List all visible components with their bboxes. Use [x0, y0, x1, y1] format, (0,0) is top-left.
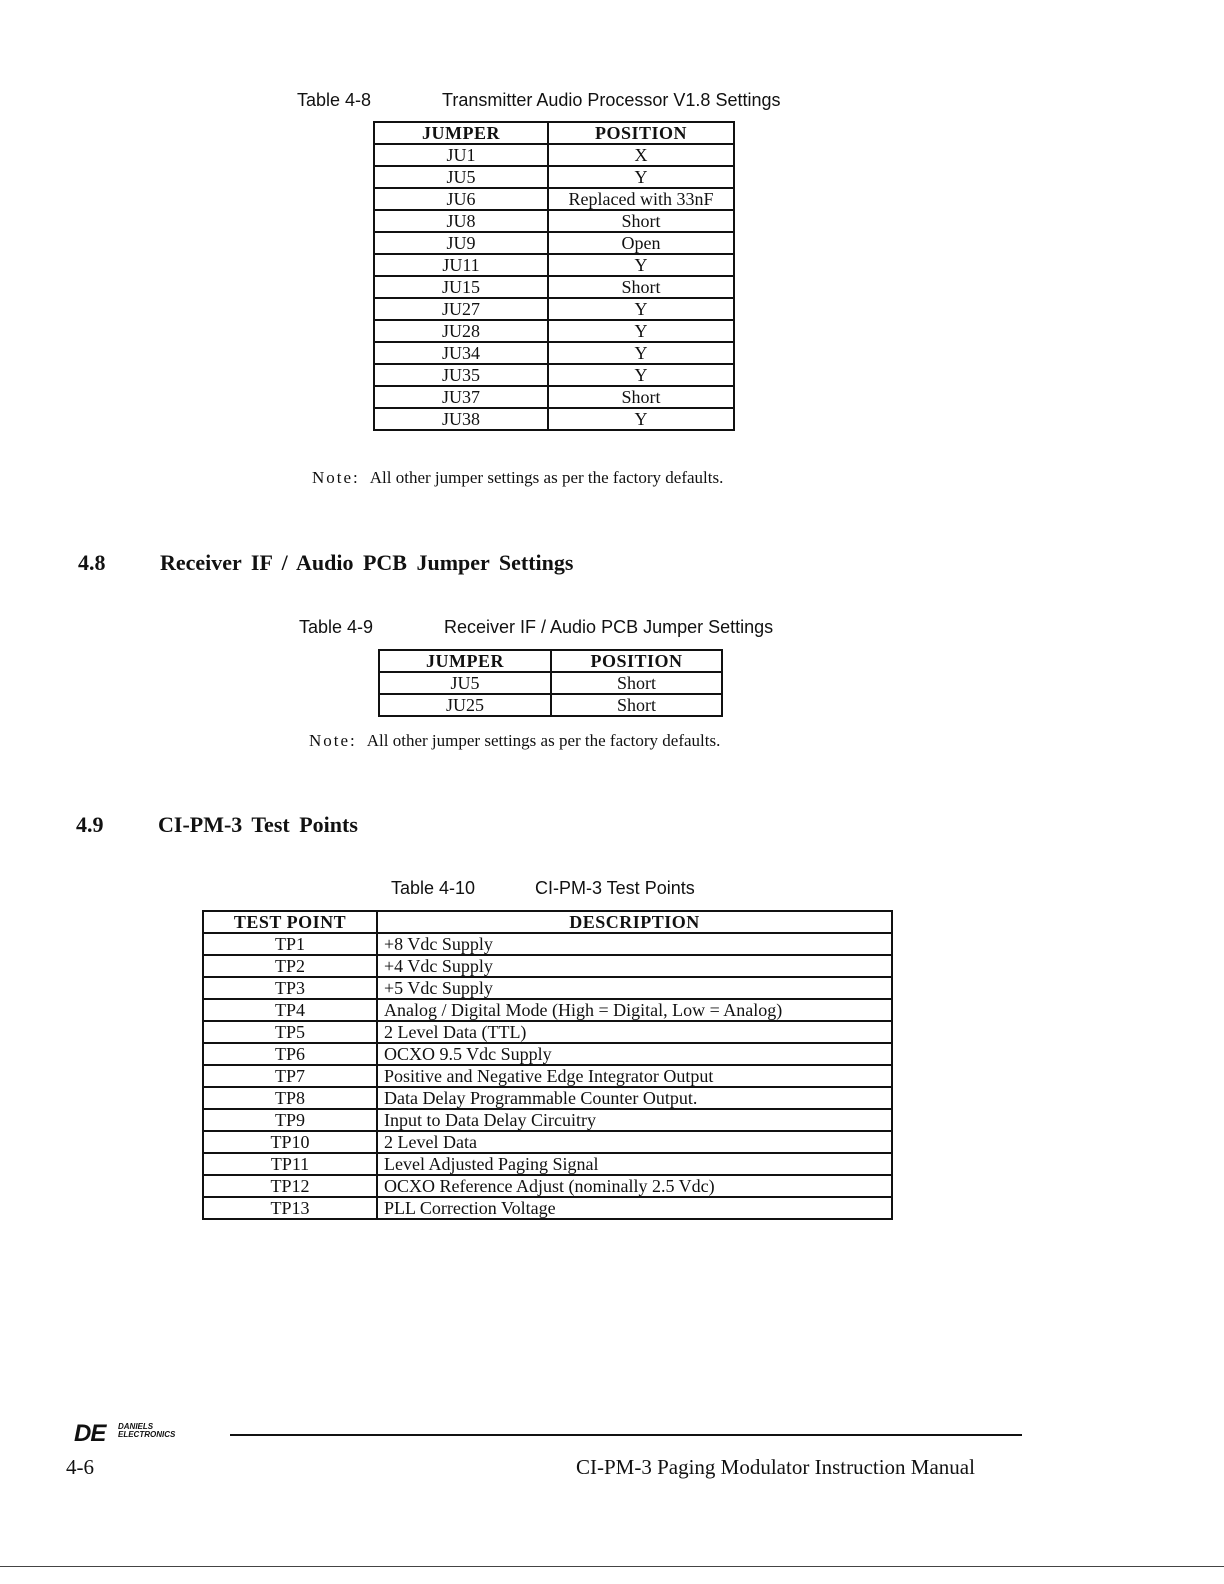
description-cell: Positive and Negative Edge Integrator Output: [377, 1065, 892, 1087]
note-label: Note:: [312, 468, 360, 487]
table-row: [203, 1175, 892, 1197]
column-header-jumper: JUMPER: [379, 650, 551, 672]
note-label: Note:: [309, 731, 357, 750]
column-header-position: POSITION: [551, 650, 722, 672]
jumper-cell: JU35: [374, 364, 548, 386]
note-text: All other jumper settings as per the factory defaults.: [369, 468, 724, 487]
table-row: [379, 672, 722, 694]
table-row: [374, 144, 734, 166]
table-row: [374, 320, 734, 342]
position-cell: Open: [548, 232, 734, 254]
table-4-8-number: Table 4-8: [297, 90, 372, 110]
table-header-row: [203, 911, 892, 933]
table-row: [374, 188, 734, 210]
page-number: 4-6: [66, 1455, 94, 1479]
table-row: [374, 254, 734, 276]
page-bottom-edge: [0, 1566, 1224, 1567]
table-4-8: [373, 121, 735, 431]
table-4-9-title: Receiver IF / Audio PCB Jumper Settings: [444, 617, 774, 637]
description-cell: Analog / Digital Mode (High = Digital, Low = Analog): [377, 999, 892, 1021]
test-point-cell: TP3: [203, 977, 377, 999]
table-4-10: [202, 910, 893, 1220]
jumper-cell: JU37: [374, 386, 548, 408]
test-point-cell: TP7: [203, 1065, 377, 1087]
column-header-position: POSITION: [548, 122, 734, 144]
jumper-cell: JU34: [374, 342, 548, 364]
logo-mark: DE: [74, 1420, 106, 1447]
position-cell: Y: [548, 364, 734, 386]
table-4-8-note: [312, 468, 723, 488]
jumper-cell: JU9: [374, 232, 548, 254]
description-cell: OCXO Reference Adjust (nominally 2.5 Vdc): [377, 1175, 892, 1197]
test-point-cell: TP5: [203, 1021, 377, 1043]
logo-company-name: [118, 1423, 175, 1439]
test-point-cell: TP8: [203, 1087, 377, 1109]
position-cell: Y: [548, 342, 734, 364]
position-cell: Y: [548, 408, 734, 430]
table-row: [203, 933, 892, 955]
table-row: [374, 386, 734, 408]
table-row: [203, 955, 892, 977]
description-cell: +5 Vdc Supply: [377, 977, 892, 999]
footer-divider: [230, 1434, 1022, 1436]
position-cell: Short: [551, 672, 722, 694]
description-cell: 2 Level Data: [377, 1131, 892, 1153]
table-4-9: [378, 649, 723, 717]
table-row: [379, 694, 722, 716]
table-4-10-number: Table 4-10: [391, 878, 476, 898]
test-point-cell: TP10: [203, 1131, 377, 1153]
table-row: [203, 1153, 892, 1175]
position-cell: Y: [548, 320, 734, 342]
jumper-cell: JU5: [374, 166, 548, 188]
position-cell: Short: [548, 276, 734, 298]
table-row: [203, 977, 892, 999]
section-number: 4.8: [78, 550, 106, 575]
description-cell: Level Adjusted Paging Signal: [377, 1153, 892, 1175]
test-point-cell: TP1: [203, 933, 377, 955]
table-row: [203, 1087, 892, 1109]
table-row: [203, 1109, 892, 1131]
jumper-cell: JU11: [374, 254, 548, 276]
table-4-9-note: [309, 731, 720, 751]
table-row: [374, 232, 734, 254]
table-row: [374, 298, 734, 320]
jumper-cell: JU5: [379, 672, 551, 694]
table-row: [374, 166, 734, 188]
position-cell: Y: [548, 166, 734, 188]
table-row: [203, 999, 892, 1021]
jumper-cell: JU38: [374, 408, 548, 430]
table-4-9-number: Table 4-9: [299, 617, 374, 637]
test-point-cell: TP9: [203, 1109, 377, 1131]
table-row: [374, 276, 734, 298]
description-cell: Data Delay Programmable Counter Output.: [377, 1087, 892, 1109]
section-title: CI-PM-3 Test Points: [158, 812, 358, 837]
table-row: [203, 1043, 892, 1065]
test-point-cell: TP13: [203, 1197, 377, 1219]
description-cell: PLL Correction Voltage: [377, 1197, 892, 1219]
description-cell: OCXO 9.5 Vdc Supply: [377, 1043, 892, 1065]
column-header-test-point: TEST POINT: [203, 911, 377, 933]
jumper-cell: JU28: [374, 320, 548, 342]
position-cell: Short: [548, 210, 734, 232]
table-row: [203, 1021, 892, 1043]
description-cell: Input to Data Delay Circuitry: [377, 1109, 892, 1131]
jumper-cell: JU27: [374, 298, 548, 320]
logo-line-1: DANIELS: [118, 1422, 154, 1431]
table-header-row: [374, 122, 734, 144]
description-cell: +4 Vdc Supply: [377, 955, 892, 977]
test-point-cell: TP4: [203, 999, 377, 1021]
jumper-cell: JU25: [379, 694, 551, 716]
column-header-description: DESCRIPTION: [377, 911, 892, 933]
description-cell: +8 Vdc Supply: [377, 933, 892, 955]
jumper-cell: JU8: [374, 210, 548, 232]
table-4-8-title: Transmitter Audio Processor V1.8 Settings: [442, 90, 781, 110]
manual-title: CI-PM-3 Paging Modulator Instruction Manual: [576, 1455, 975, 1479]
table-row: [374, 210, 734, 232]
table-row: [374, 342, 734, 364]
jumper-cell: JU15: [374, 276, 548, 298]
position-cell: X: [548, 144, 734, 166]
column-header-jumper: JUMPER: [374, 122, 548, 144]
test-point-cell: TP11: [203, 1153, 377, 1175]
position-cell: Y: [548, 254, 734, 276]
test-point-cell: TP6: [203, 1043, 377, 1065]
note-text: All other jumper settings as per the factory defaults.: [366, 731, 721, 750]
position-cell: Short: [551, 694, 722, 716]
table-row: [374, 364, 734, 386]
table-row: [203, 1065, 892, 1087]
table-row: [203, 1197, 892, 1219]
description-cell: 2 Level Data (TTL): [377, 1021, 892, 1043]
test-point-cell: TP12: [203, 1175, 377, 1197]
logo-line-2: ELECTRONICS: [118, 1430, 176, 1439]
section-number: 4.9: [76, 812, 104, 837]
table-row: [203, 1131, 892, 1153]
section-title: Receiver IF / Audio PCB Jumper Settings: [160, 550, 574, 575]
position-cell: Replaced with 33nF: [548, 188, 734, 210]
table-row: [374, 408, 734, 430]
test-point-cell: TP2: [203, 955, 377, 977]
jumper-cell: JU6: [374, 188, 548, 210]
table-header-row: [379, 650, 722, 672]
position-cell: Short: [548, 386, 734, 408]
position-cell: Y: [548, 298, 734, 320]
table-4-10-title: CI-PM-3 Test Points: [535, 878, 695, 898]
jumper-cell: JU1: [374, 144, 548, 166]
